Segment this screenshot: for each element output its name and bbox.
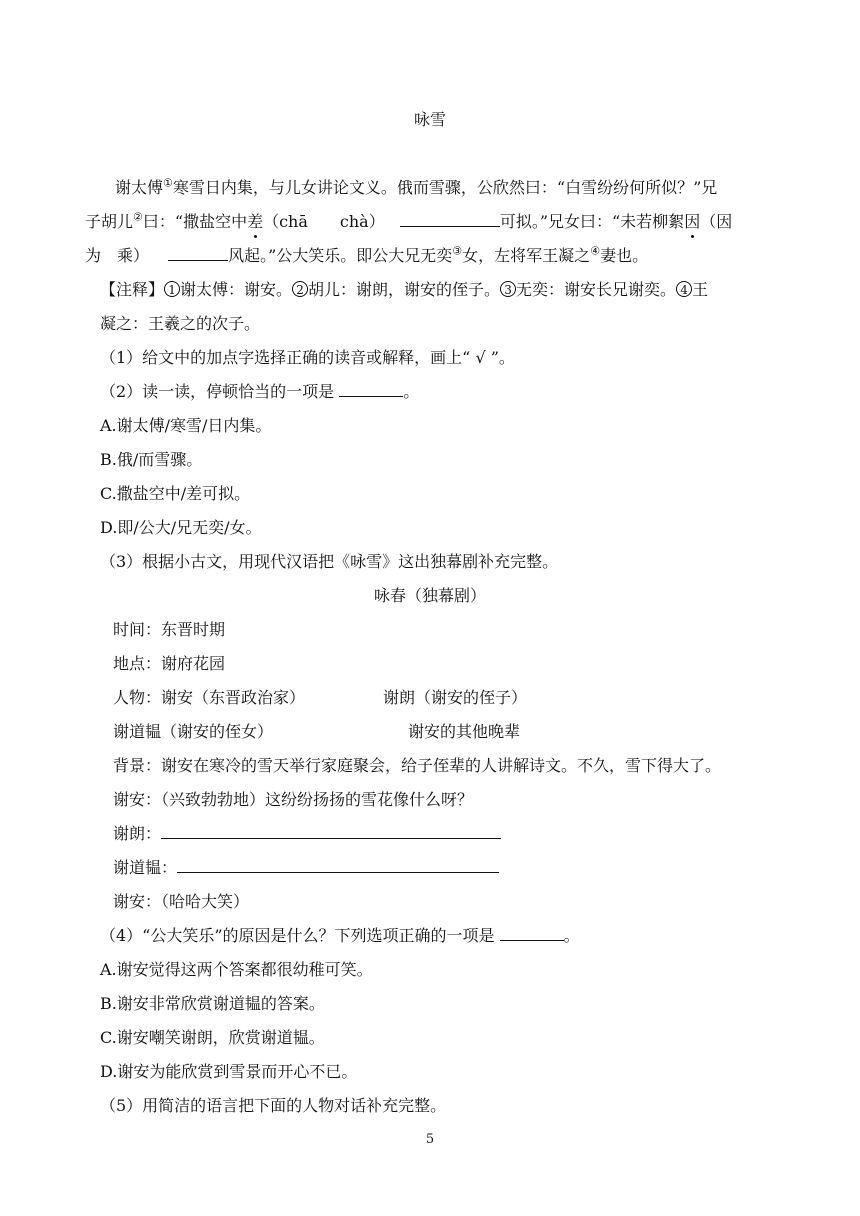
- meaning-options: 为 乘）: [85, 246, 150, 265]
- dotted-character: 因: [684, 212, 701, 231]
- answer-blank[interactable]: [161, 824, 501, 839]
- answer-blank[interactable]: [177, 858, 499, 873]
- notes-line-2: 凝之：王羲之的次子。: [100, 314, 261, 333]
- passage-line-2: [85, 212, 732, 232]
- footnote-marker: ④: [590, 244, 601, 258]
- play-character-2: 谢朗（谢安的侄子）: [383, 688, 528, 707]
- play-line-xiedaoyun: [113, 858, 499, 878]
- passage-text: 可拟。”兄女曰：“未若柳絮: [499, 212, 685, 231]
- question-1: （1）给文中的加点字选择正确的读音或解释，画上“ √ ”。: [100, 348, 515, 367]
- play-title: 咏春（独幕剧）: [373, 586, 486, 605]
- pinyin-options: （chā chà）: [263, 212, 385, 231]
- passage-text: 谢太傅: [115, 178, 164, 197]
- question-4: [100, 926, 580, 946]
- note-text: 王: [692, 280, 709, 299]
- question-3: （3）根据小古文，用现代汉语把《咏雪》这出独幕剧补充完整。: [100, 552, 559, 571]
- option-a[interactable]: A.谢安觉得这两个答案都很幼稚可笑。: [100, 960, 373, 979]
- page-number: 5: [425, 1132, 435, 1147]
- question-end: 。: [563, 926, 580, 945]
- play-place: 地点：谢府花园: [113, 654, 226, 673]
- play-line-xiean: 谢安：（兴致勃勃地）这纷纷扬扬的雪花像什么呀？: [113, 790, 474, 809]
- play-time: 时间：东晋时期: [113, 620, 226, 639]
- circled-number: 3: [500, 281, 516, 297]
- answer-blank[interactable]: [168, 246, 228, 261]
- play-line-xiean-laugh: 谢安：（哈哈大笑）: [113, 892, 250, 911]
- passage-text: 曰：“撒盐空中: [142, 212, 248, 231]
- answer-blank[interactable]: [400, 212, 500, 227]
- passage-text: 女，左将军王凝之: [462, 246, 591, 265]
- circled-number: 2: [292, 281, 308, 297]
- notes-line-1: [100, 280, 708, 300]
- footnote-marker: ②: [133, 210, 143, 224]
- play-character-3: 谢道韫（谢安的侄女）: [113, 722, 274, 741]
- answer-blank[interactable]: [339, 382, 403, 397]
- speaker-label: 谢道韫：: [113, 858, 178, 877]
- answer-blank[interactable]: [500, 926, 564, 941]
- notes-label: 【注释】: [100, 280, 165, 299]
- option-d[interactable]: D.即/公大/兄无奕/女。: [100, 518, 262, 537]
- question-2: [100, 382, 419, 402]
- play-background: 背景：谢安在寒冷的雪天举行家庭聚会，给子侄辈的人讲解诗文。不久，雪下得大了。: [113, 756, 722, 775]
- play-character-1: 人物：谢安（东晋政治家）: [113, 688, 306, 707]
- question-5: （5）用简洁的语言把下面的人物对话补充完整。: [100, 1096, 447, 1115]
- passage-text: 寒雪日内集，与儿女讲论文义。俄而雪骤，公欣然曰：“白雪纷纷何所似？”兄: [172, 178, 718, 197]
- option-b[interactable]: B.谢安非常欣赏谢道韫的答案。: [100, 994, 325, 1013]
- option-c[interactable]: C.撒盐空中/差可拟。: [100, 484, 251, 503]
- question-stem: （4）“公大笑乐”的原因是什么？下列选项正确的一项是: [100, 926, 500, 945]
- note-text: 无奕：谢安长兄谢奕。: [516, 280, 677, 299]
- footnote-marker: ③: [452, 244, 463, 258]
- option-b[interactable]: B.俄/而雪骤。: [100, 450, 203, 469]
- passage-text: 妻也。: [600, 246, 649, 265]
- dotted-character: 差: [247, 212, 264, 231]
- option-d[interactable]: D.谢安为能欣赏到雪景而开心不已。: [100, 1062, 358, 1081]
- play-line-xielang: [113, 824, 501, 844]
- question-end: 。: [403, 382, 420, 401]
- page-title: 咏雪: [413, 110, 446, 129]
- footnote-marker: ①: [163, 176, 173, 190]
- note-text: 谢太傅：谢安。: [180, 280, 293, 299]
- option-c[interactable]: C.谢安嘲笑谢朗，欣赏谢道韫。: [100, 1028, 325, 1047]
- passage-line-3: [85, 246, 648, 266]
- circled-number: 4: [676, 281, 692, 297]
- passage-line-1: [115, 178, 717, 198]
- circled-number: 1: [164, 281, 180, 297]
- passage-text: 子胡儿: [85, 212, 134, 231]
- speaker-label: 谢朗：: [113, 824, 162, 843]
- note-text: 胡儿：谢朗，谢安的侄子。: [308, 280, 501, 299]
- meaning-options: （因: [700, 212, 733, 231]
- play-character-4: 谢安的其他晚辈: [408, 722, 521, 741]
- passage-text: 风起。”公大笑乐。即公大兄无奕: [228, 246, 453, 265]
- option-a[interactable]: A.谢太傅/寒雪/日内集。: [100, 416, 272, 435]
- question-stem: （2）读一读，停顿恰当的一项是: [100, 382, 340, 401]
